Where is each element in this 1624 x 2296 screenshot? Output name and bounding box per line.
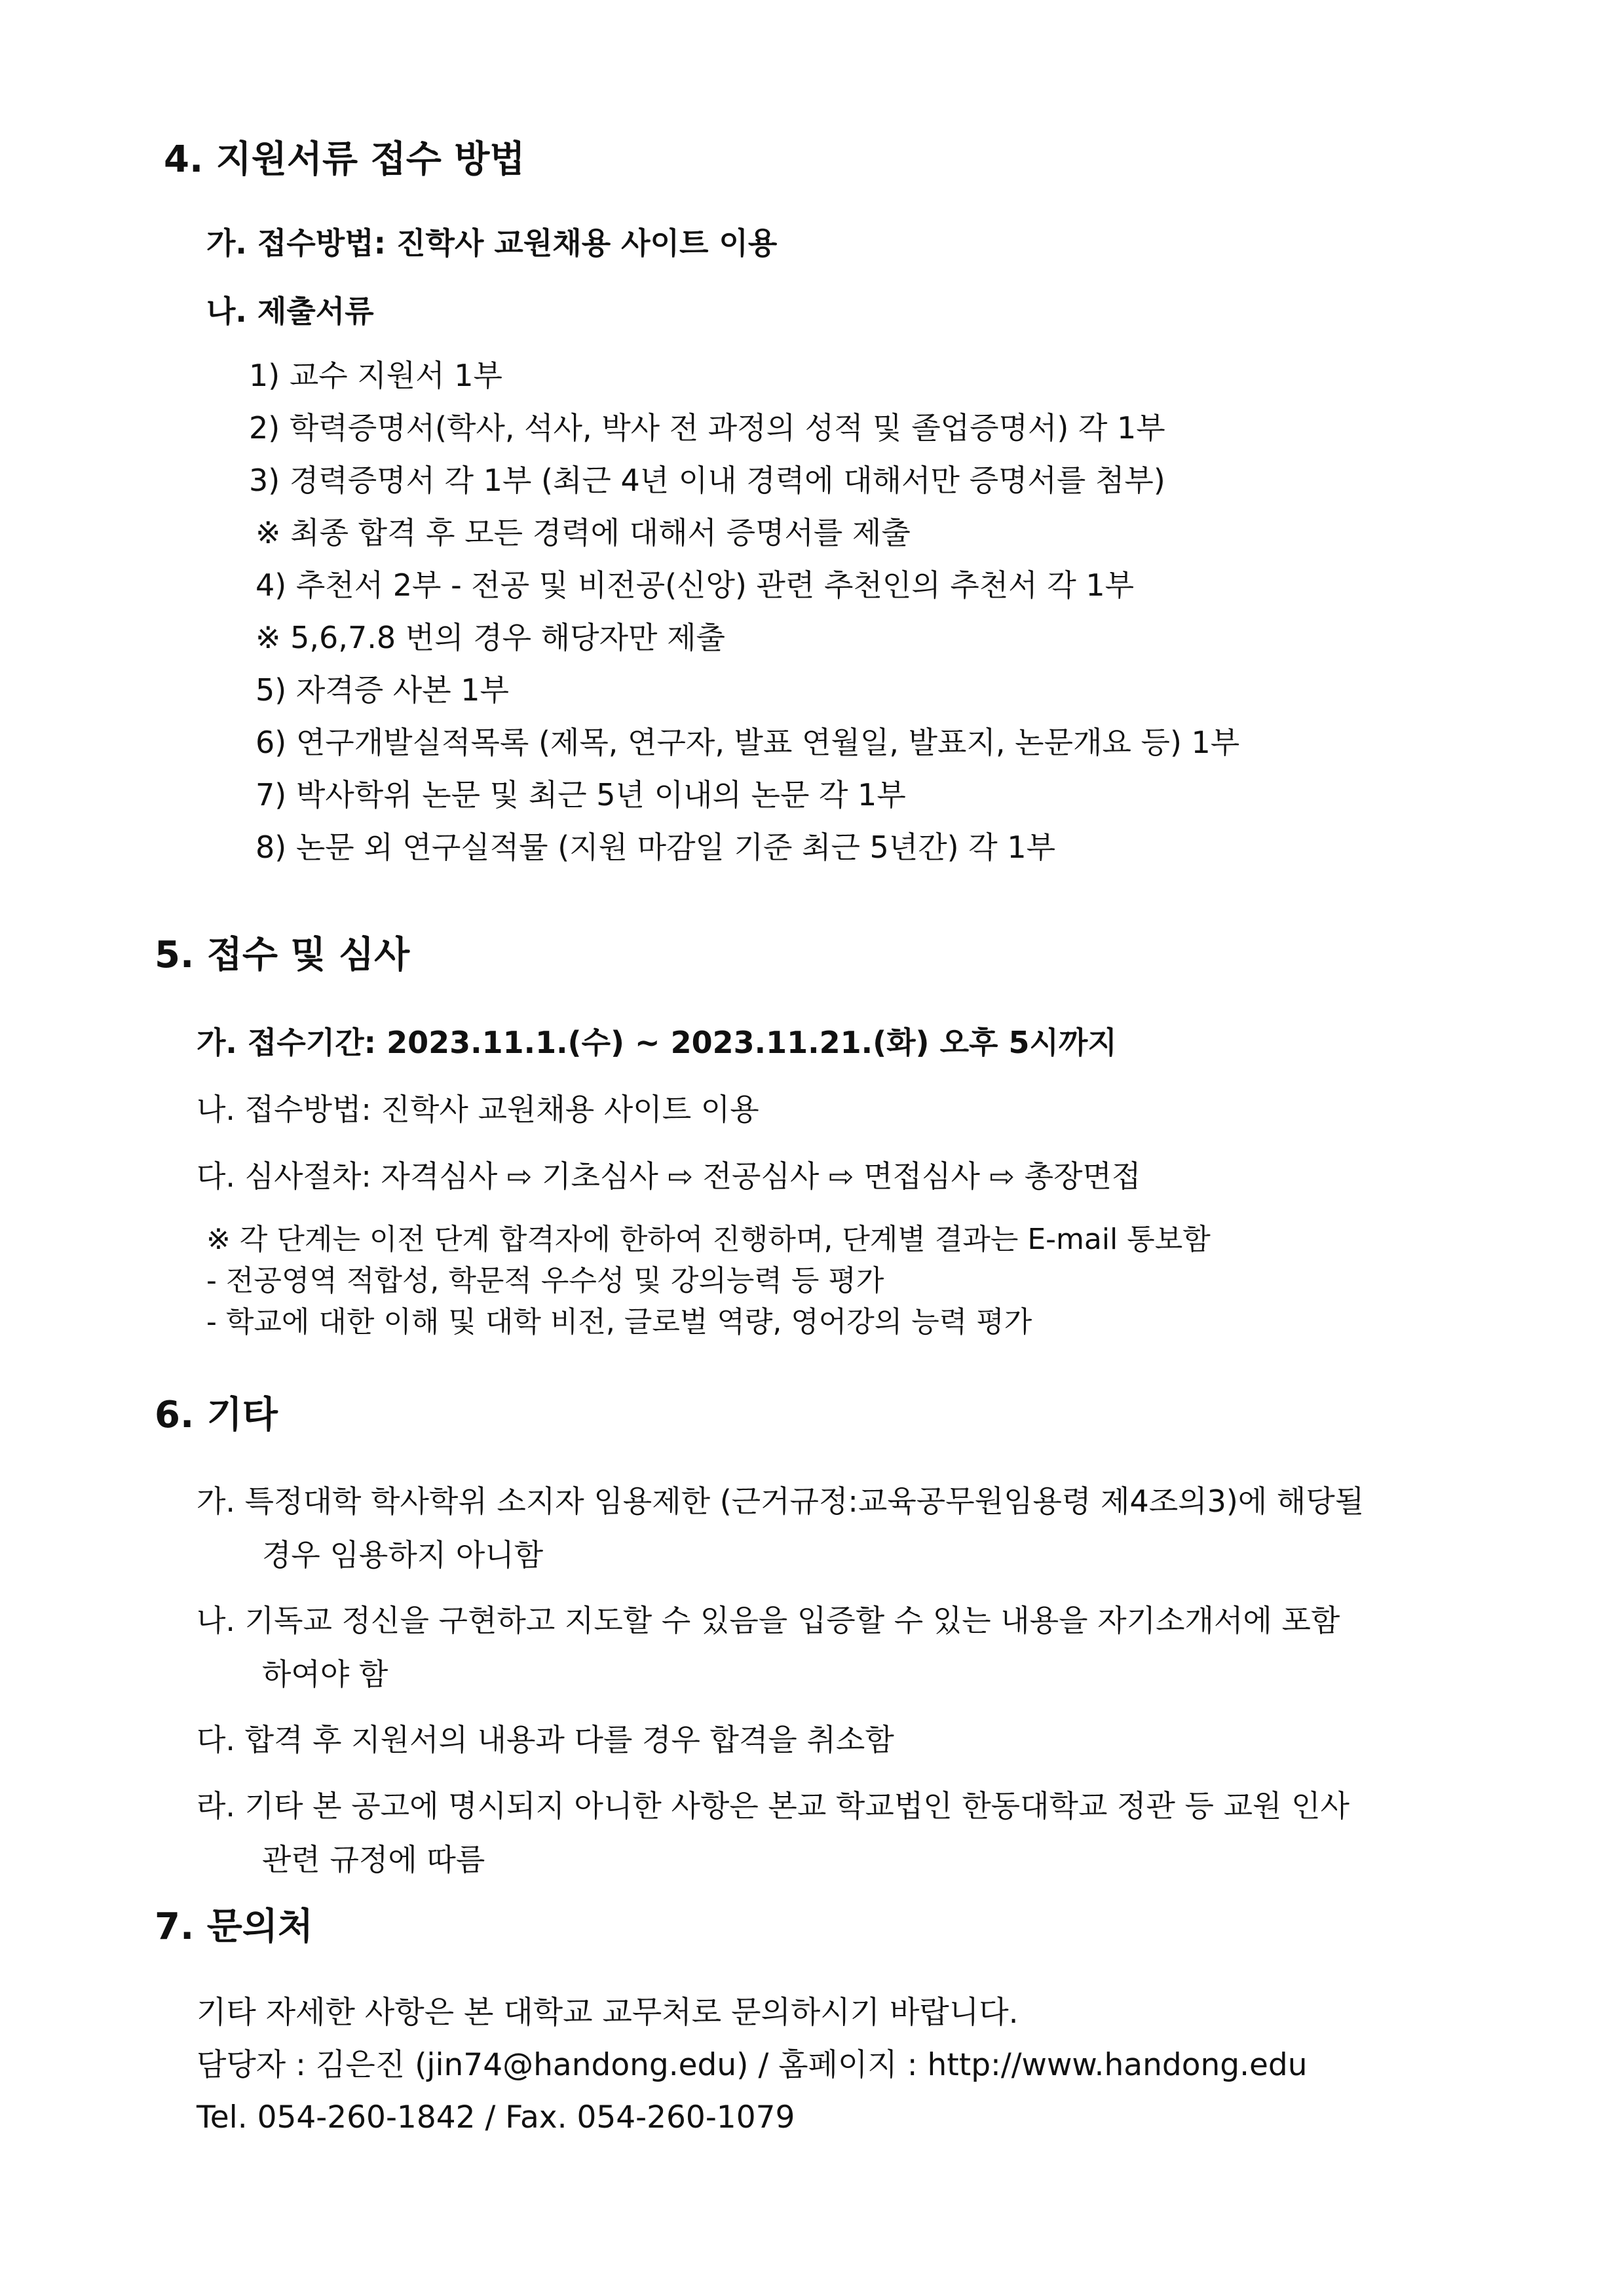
s4-doc-note: ※ 5,6,7.8 번의 경우 해당자만 제출: [255, 620, 725, 655]
s4-doc-item: 6) 연구개발실적목록 (제목, 연구자, 발표 연월일, 발표지, 논문개요 등) 1부: [255, 725, 1240, 760]
s5-note: ※ 각 단계는 이전 단계 합격자에 한하여 진행하며, 단계별 결과는 E-mail 통보함: [206, 1223, 1211, 1256]
s6-item-ra-cont: 관련 규정에 따름: [262, 1842, 485, 1877]
s6-item-na: 나. 기독교 정신을 구현하고 지도할 수 있음을 입증할 수 있는 내용을 자기소개서에 포함: [197, 1603, 1340, 1638]
s4-receipt-method: 가. 접수방법: 진학사 교원채용 사이트 이용: [206, 225, 778, 261]
s4-doc-item: 4) 추천서 2부 - 전공 및 비전공(신앙) 관련 추천인의 추천서 각 1부: [255, 567, 1135, 603]
s5-note: - 전공영역 적합성, 학문적 우수성 및 강의능력 등 평가: [206, 1264, 884, 1297]
s4-documents-title: 나. 제출서류: [206, 294, 374, 329]
s4-doc-item: 7) 박사학위 논문 및 최근 5년 이내의 논문 각 1부: [255, 777, 906, 813]
s5-review-procedure: 다. 심사절차: 자격심사 ⇨ 기초심사 ⇨ 전공심사 ⇨ 면접심사 ⇨ 총장면접: [197, 1158, 1141, 1194]
s7-contact-person: 담당자 : 김은진 (jin74@handong.edu) / 홈페이지 : http://www.handong.edu: [197, 2047, 1308, 2083]
s6-item-ga-cont: 경우 임용하지 아니함: [262, 1537, 544, 1573]
s7-contact-info: 기타 자세한 사항은 본 대학교 교무처로 문의하시기 바랍니다.: [197, 1995, 1019, 2031]
s6-item-ra: 라. 기타 본 공고에 명시되지 아니한 사항은 본교 학교법인 한동대학교 정관 등 교원 인사: [197, 1788, 1350, 1824]
section-5-heading: 5. 접수 및 심사: [155, 934, 410, 976]
s6-item-ga: 가. 특정대학 학사학위 소지자 임용제한 (근거규정:교육공무원임용령 제4조의3)에 해당될: [197, 1483, 1365, 1519]
section-4-heading: 4. 지원서류 접수 방법: [164, 138, 525, 181]
section-7-heading: 7. 문의처: [155, 1905, 314, 1948]
s7-contact-phone: Tel. 054-260-1842 / Fax. 054-260-1079: [197, 2099, 795, 2135]
s5-receipt-period: 가. 접수기간: 2023.11.1.(수) ~ 2023.11.21.(화) 오후 5시까지: [197, 1025, 1117, 1060]
s5-note: - 학교에 대한 이해 및 대학 비전, 글로벌 역량, 영어강의 능력 평가: [206, 1305, 1032, 1339]
s4-doc-item: 2) 학력증명서(학사, 석사, 박사 전 과정의 성적 및 졸업증명서) 각 1부: [249, 410, 1165, 446]
s4-doc-note: ※ 최종 합격 후 모든 경력에 대해서 증명서를 제출: [255, 515, 911, 550]
s5-receipt-method: 나. 접수방법: 진학사 교원채용 사이트 이용: [197, 1092, 759, 1127]
s4-doc-item: 5) 자격증 사본 1부: [255, 672, 509, 708]
s6-item-na-cont: 하여야 함: [262, 1656, 388, 1692]
s4-doc-item: 8) 논문 외 연구실적물 (지원 마감일 기준 최근 5년간) 각 1부: [255, 830, 1056, 865]
s4-doc-item: 1) 교수 지원서 1부: [249, 358, 502, 393]
s4-doc-item: 3) 경력증명서 각 1부 (최근 4년 이내 경력에 대해서만 증명서를 첨부): [249, 463, 1165, 498]
s6-item-da: 다. 합격 후 지원서의 내용과 다를 경우 합격을 취소함: [197, 1722, 894, 1757]
section-6-heading: 6. 기타: [155, 1394, 278, 1436]
